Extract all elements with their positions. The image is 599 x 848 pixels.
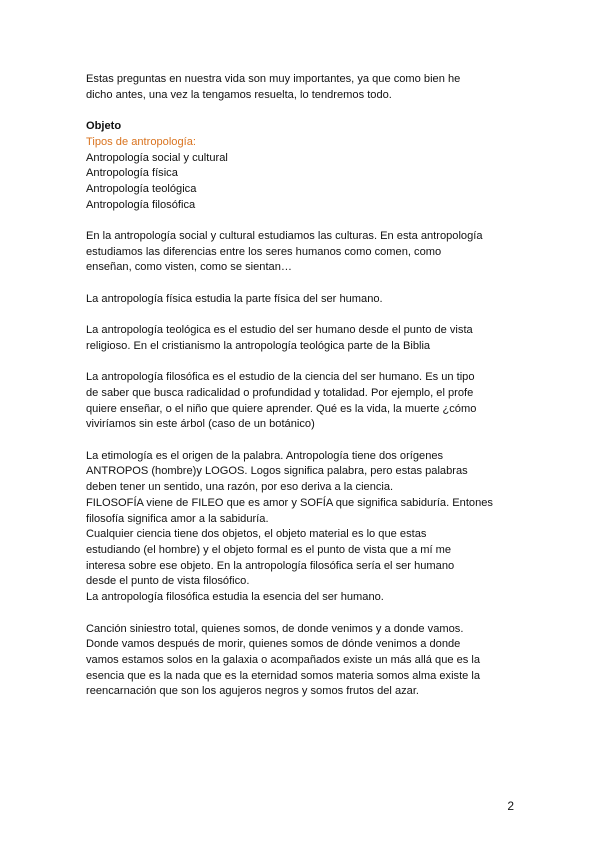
list-item: Antropología social y cultural (86, 151, 228, 164)
paragraph-etimologia (86, 449, 526, 606)
page-number: 2 (507, 799, 514, 813)
text-line: viviríamos sin este árbol (caso de un botánico) (86, 418, 315, 431)
paragraph-teologica (86, 323, 526, 354)
paragraph-fisica (86, 292, 526, 308)
paragraph-filosofica (86, 370, 526, 433)
text-line: En la antropología social y cultural estudiamos las culturas. En esta antropología (86, 230, 483, 242)
types-list (86, 151, 526, 214)
text-line: La etimología es el origen de la palabra. Antropología tiene dos orígenes (86, 449, 444, 462)
types-subheading: Tipos de antropología: (86, 135, 196, 148)
text-line: dicho antes, una vez la tengamos resuelta, lo tendremos todo. (86, 88, 392, 101)
section-heading-objeto: Objeto (86, 120, 122, 133)
paragraph-cancion (86, 622, 526, 701)
text-line: religioso. En el cristianismo la antropología teológica parte de la Biblia (86, 339, 431, 352)
text-line: enseñan, como visten, como se sientan… (86, 261, 292, 274)
text-line: Cualquier ciencia tiene dos objetos, el objeto material es lo que estas (86, 528, 427, 541)
list-item: Antropología teológica (86, 182, 197, 195)
text-line: Estas preguntas en nuestra vida son muy importantes, ya que como bien he (86, 73, 461, 85)
text-line: La antropología filosófica es el estudio de la ciencia del ser humano. Es un tipo (86, 371, 475, 384)
paragraph-social (86, 229, 526, 276)
text-line: deben tener un sentido, una razón, por eso deriva a la ciencia. (86, 481, 394, 494)
text-line: ANTROPOS (hombre)y LOGOS. Logos significa palabra, pero estas palabras (86, 465, 468, 478)
document-body (86, 72, 526, 700)
intro-paragraph (86, 72, 526, 103)
text-line: vamos estamos solos en la galaxia o acompañados existe un más allá que es la (86, 653, 481, 666)
text-line: estudiamos las diferencias entre los seres humanos como comen, como (86, 245, 442, 258)
text-line: estudiando (el hombre) y el objeto formal es el punto de vista que a mí me (86, 544, 452, 556)
text-line: esencia que es la nada que es la eternidad somos materia somos alma existe la (86, 669, 481, 682)
text-line: Donde vamos después de morir, quienes somos de dónde venimos a donde (86, 638, 461, 651)
text-line: La antropología teológica es el estudio del ser humano desde el punto de vista (86, 324, 473, 337)
text-line: reencarnación que son los agujeros negros y somos frutos del azar. (86, 685, 420, 698)
text-line: La antropología física estudia la parte física del ser humano. (86, 292, 383, 305)
text-line: interesa sobre ese objeto. En la antropología filosófica sería el ser humano (86, 559, 455, 572)
text-line: filosofía significa amor a la sabiduría. (86, 512, 269, 525)
text-line: La antropología filosófica estudia la esencia del ser humano. (86, 591, 384, 604)
text-line: Canción siniestro total, quienes somos, de donde venimos y a donde vamos. (86, 622, 464, 635)
text-line: FILOSOFÍA viene de FILEO que es amor y SOFÍA que significa sabiduría. Entones (86, 496, 493, 509)
text-line: de saber que busca radicalidad o profundidad y totalidad. Por ejemplo, el profe (86, 386, 474, 399)
text-line: desde el punto de vista filosófico. (86, 575, 250, 588)
text-line: quiere enseñar, o el niño que quiere aprender. Qué es la vida, la muerte ¿cómo (86, 402, 477, 415)
list-item: Antropología filosófica (86, 198, 196, 211)
list-item: Antropología física (86, 167, 178, 180)
